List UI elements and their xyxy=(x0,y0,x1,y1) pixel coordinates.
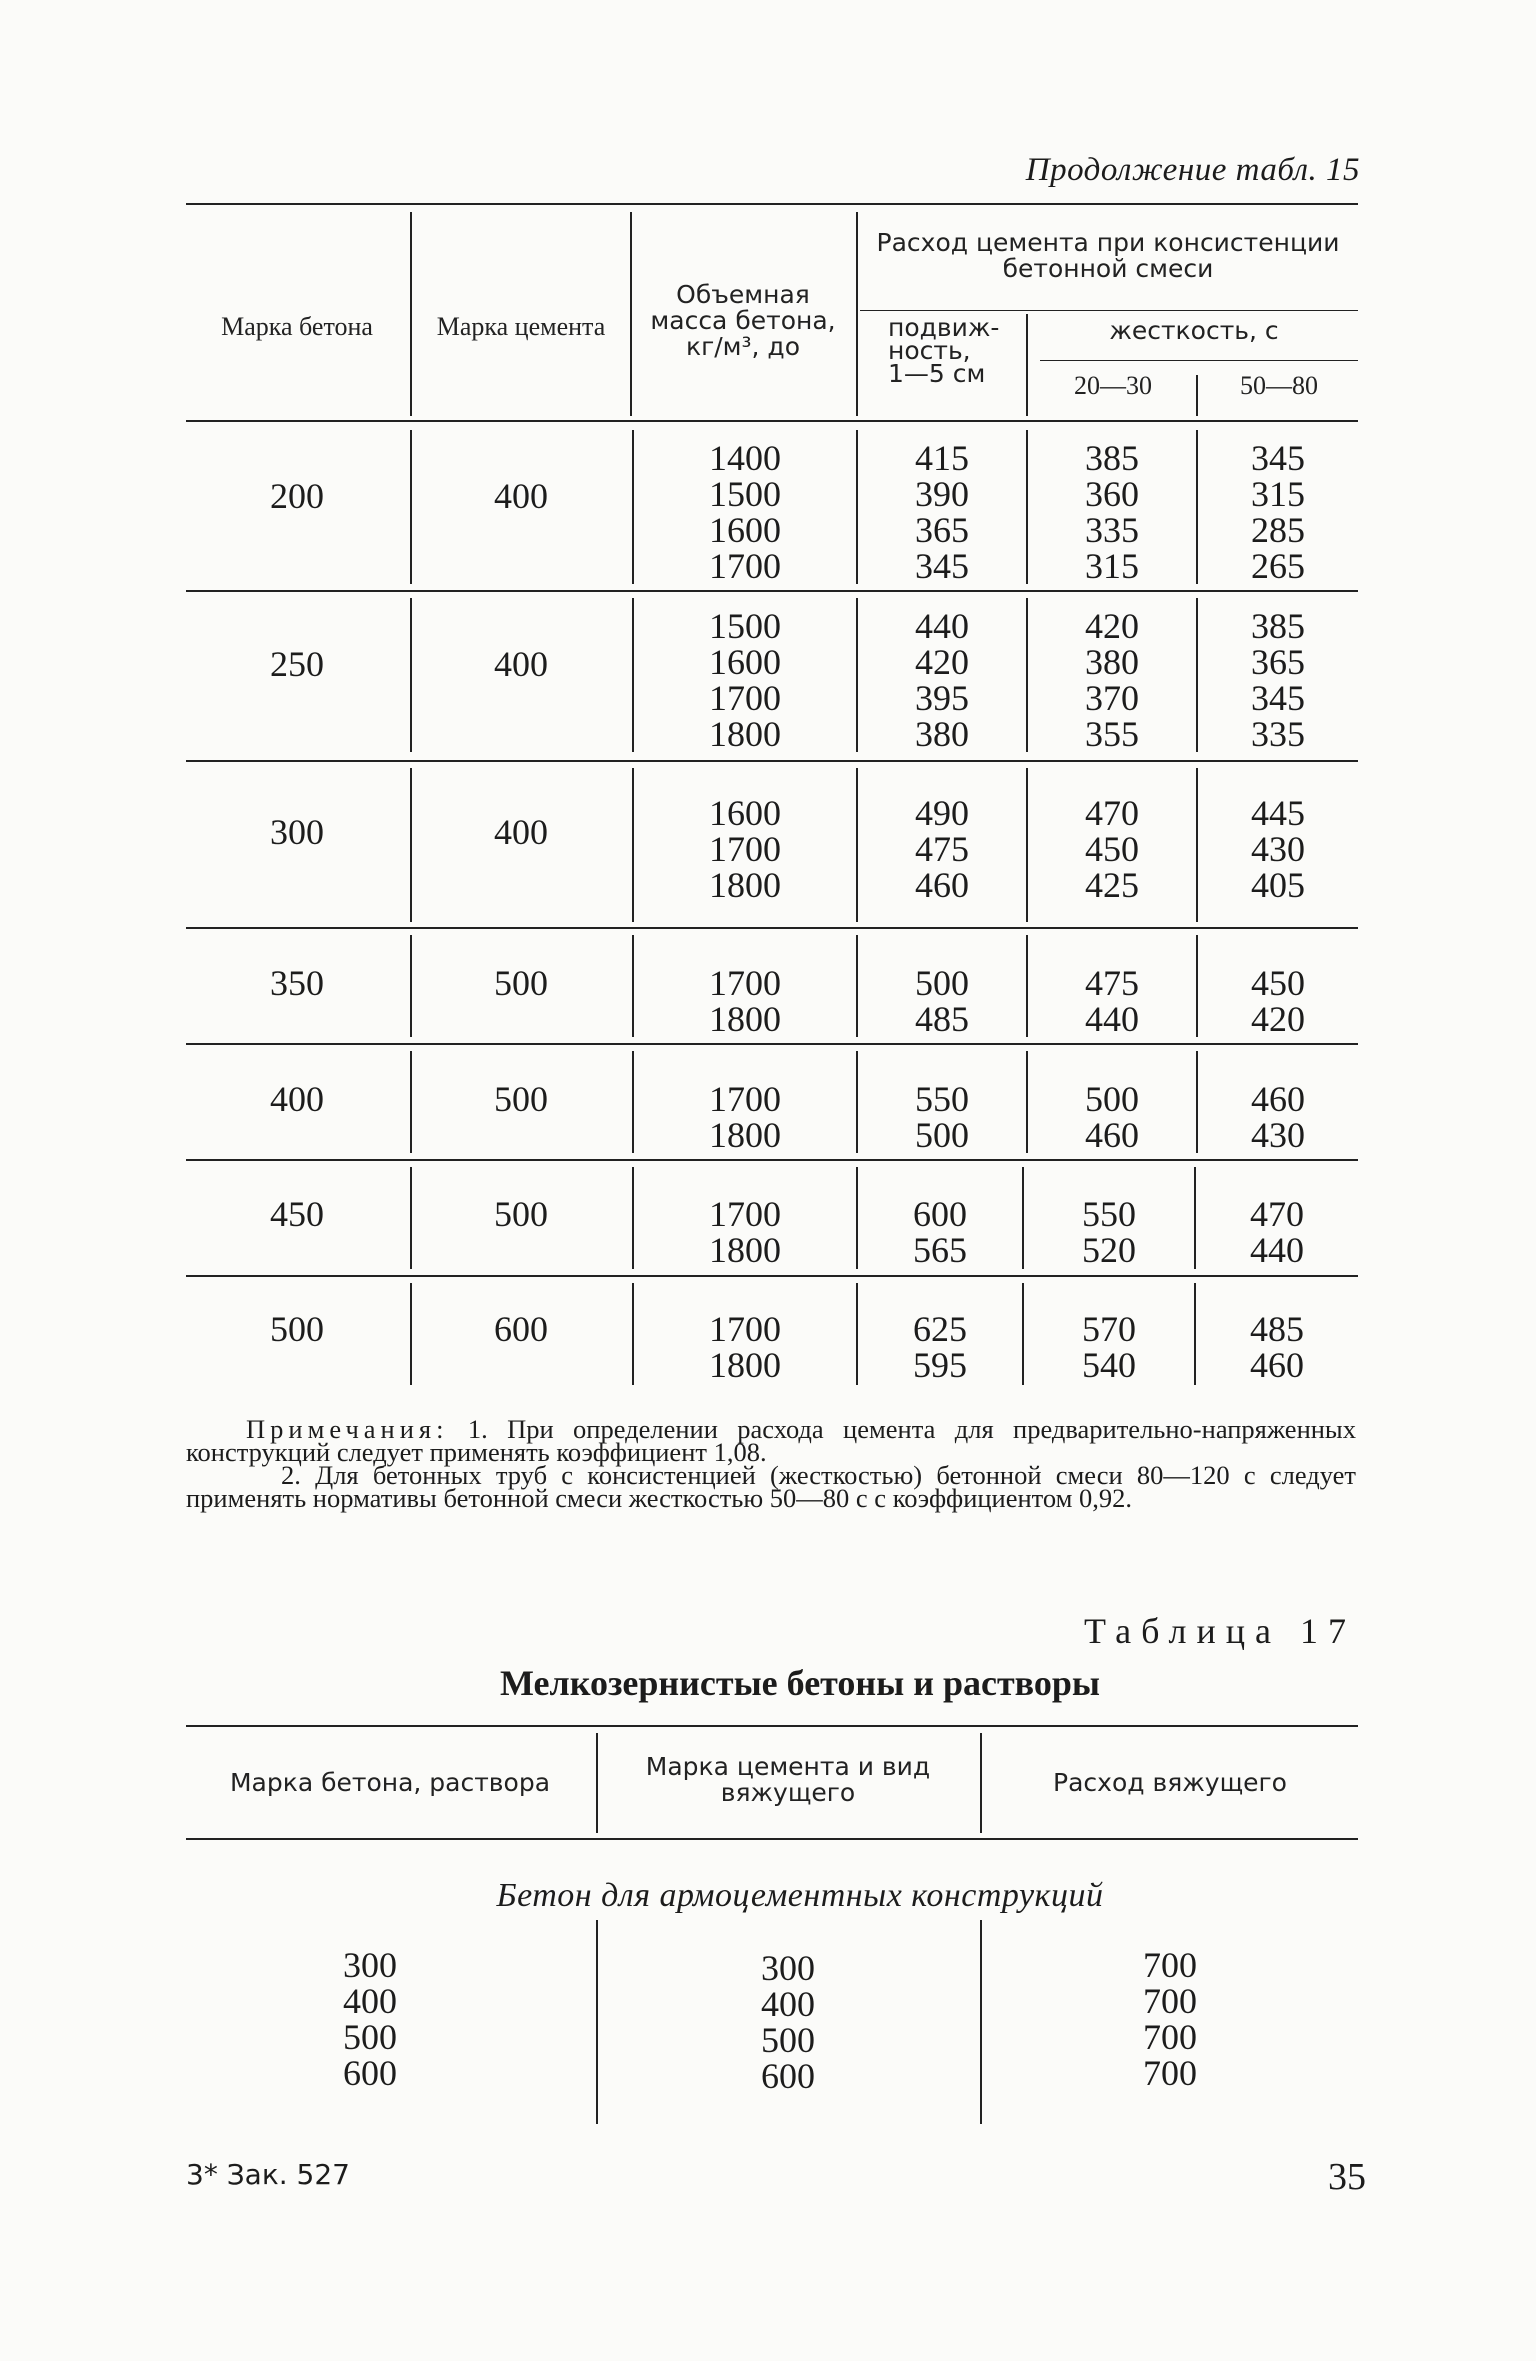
cell-stiffness-50-80: 345 315 285 265 xyxy=(1251,438,1305,586)
table-17-subtitle: Бетон для армоцементных конструкций xyxy=(496,1877,1104,1914)
header-bottom-rule xyxy=(186,420,1358,422)
header-subrule xyxy=(860,310,1358,311)
group-rule xyxy=(186,1275,1358,1277)
cell-cement: 400 xyxy=(494,812,548,852)
cell-stiffness-20-30: 500 460 xyxy=(1085,1079,1139,1155)
cell-grade: 400 xyxy=(270,1079,324,1119)
header-mobility: подвиж- ность, 1—5 см xyxy=(888,313,1000,388)
cell-mobility: 500 485 xyxy=(915,963,969,1039)
header-grade-mortar: Марка бетона, раствора xyxy=(229,1768,551,1797)
cell-cement: 400 xyxy=(494,644,548,684)
cell-mobility: 625 595 xyxy=(913,1309,967,1385)
header-grade-cement: Марка цемента xyxy=(436,312,606,341)
cell-stiffness-20-30: 570 540 xyxy=(1082,1309,1136,1385)
cell-stiffness-50-80: 460 430 xyxy=(1251,1079,1305,1155)
cell-grade-mortar: 300 400 500 600 xyxy=(343,1945,397,2093)
header-stiffness: жесткость, с xyxy=(1109,316,1279,345)
page-number: 35 xyxy=(1328,2156,1366,2198)
header-bottom-rule xyxy=(186,1838,1358,1840)
note-1: Примечания: 1. При определении расхода цемента для предварительно-напряженных конструкций следует применять коэффициент 1,08. xyxy=(186,1414,1356,1467)
cell-stiffness-50-80: 485 460 xyxy=(1250,1309,1304,1385)
table-17-title: Мелкозернистые бетоны и растворы xyxy=(500,1663,1100,1703)
cell-grade: 350 xyxy=(270,963,324,1003)
note-2: 2. Для бетонных труб с консистенцией (жесткостью) бетонной смеси 80—120 с следует применять нормативы бетонной смеси жесткостью 50—80 с с коэффициентом 0,92. xyxy=(186,1460,1356,1513)
cell-stiffness-20-30: 470 450 425 xyxy=(1085,793,1139,905)
header-volume-mass: Объемная масса бетона, кг/м³, до xyxy=(650,280,836,361)
group-rule xyxy=(186,760,1358,762)
group-rule xyxy=(186,590,1358,592)
table-notes xyxy=(186,1414,1356,1513)
cell-cement: 500 xyxy=(494,1194,548,1234)
footer-order-mark: 3* Зак. 527 xyxy=(186,2158,350,2191)
cell-grade: 500 xyxy=(270,1309,324,1349)
cell-grade: 300 xyxy=(270,812,324,852)
header-stiffness-50-80: 50—80 xyxy=(1240,371,1318,400)
header-divider xyxy=(1026,314,1028,416)
cell-mass: 1700 1800 xyxy=(709,963,781,1039)
cell-grade: 250 xyxy=(270,644,324,684)
group-rule xyxy=(186,927,1358,929)
cell-mobility: 440 420 395 380 xyxy=(915,606,969,754)
cell-mass: 1700 1800 xyxy=(709,1194,781,1270)
cell-cement-binder: 300 400 500 600 xyxy=(761,1948,815,2096)
cell-mass: 1400 1500 1600 1700 xyxy=(709,438,781,586)
cell-mass: 1700 1800 xyxy=(709,1079,781,1155)
header-subrule xyxy=(1040,360,1358,361)
table-top-rule xyxy=(186,203,1358,205)
header-binder-consumption: Расход вяжущего xyxy=(1053,1768,1287,1797)
cell-cement: 500 xyxy=(494,963,548,1003)
cell-mobility: 550 500 xyxy=(915,1079,969,1155)
cell-stiffness-50-80: 450 420 xyxy=(1251,963,1305,1039)
cell-stiffness-50-80: 445 430 405 xyxy=(1251,793,1305,905)
header-consumption: Расход цемента при консистенции бетонной смеси xyxy=(876,228,1340,283)
group-rule xyxy=(186,1159,1358,1161)
cell-stiffness-50-80: 385 365 345 335 xyxy=(1251,606,1305,754)
group-rule xyxy=(186,1043,1358,1045)
cell-mass: 1700 1800 xyxy=(709,1309,781,1385)
header-grade-concrete: Марка бетона xyxy=(221,312,373,341)
table-top-rule xyxy=(186,1725,1358,1727)
body-divider xyxy=(980,1920,982,2124)
header-stiffness-20-30: 20—30 xyxy=(1074,371,1152,400)
cell-cement: 500 xyxy=(494,1079,548,1119)
cell-grade: 200 xyxy=(270,476,324,516)
header-cement-binder: Марка цемента и вид вяжущего xyxy=(645,1752,931,1807)
cell-binder-consumption: 700 700 700 700 xyxy=(1143,1945,1197,2093)
cell-cement: 600 xyxy=(494,1309,548,1349)
notes-label: Примечания: xyxy=(246,1414,449,1444)
cell-mass: 1600 1700 1800 xyxy=(709,793,781,905)
cell-mobility: 415 390 365 345 xyxy=(915,438,969,586)
cell-stiffness-20-30: 550 520 xyxy=(1082,1194,1136,1270)
header-divider xyxy=(1196,375,1198,416)
cell-grade: 450 xyxy=(270,1194,324,1234)
table-17-label: Таблица 17 xyxy=(1084,1611,1356,1651)
cell-cement: 400 xyxy=(494,476,548,516)
cell-stiffness-50-80: 470 440 xyxy=(1250,1194,1304,1270)
cell-stiffness-20-30: 385 360 335 315 xyxy=(1085,438,1139,586)
cell-mobility: 600 565 xyxy=(913,1194,967,1270)
cell-mobility: 490 475 460 xyxy=(915,793,969,905)
cell-stiffness-20-30: 420 380 370 355 xyxy=(1085,606,1139,754)
cell-mass: 1500 1600 1700 1800 xyxy=(709,606,781,754)
cell-stiffness-20-30: 475 440 xyxy=(1085,963,1139,1039)
continuation-title: Продолжение табл. 15 xyxy=(1025,152,1360,188)
